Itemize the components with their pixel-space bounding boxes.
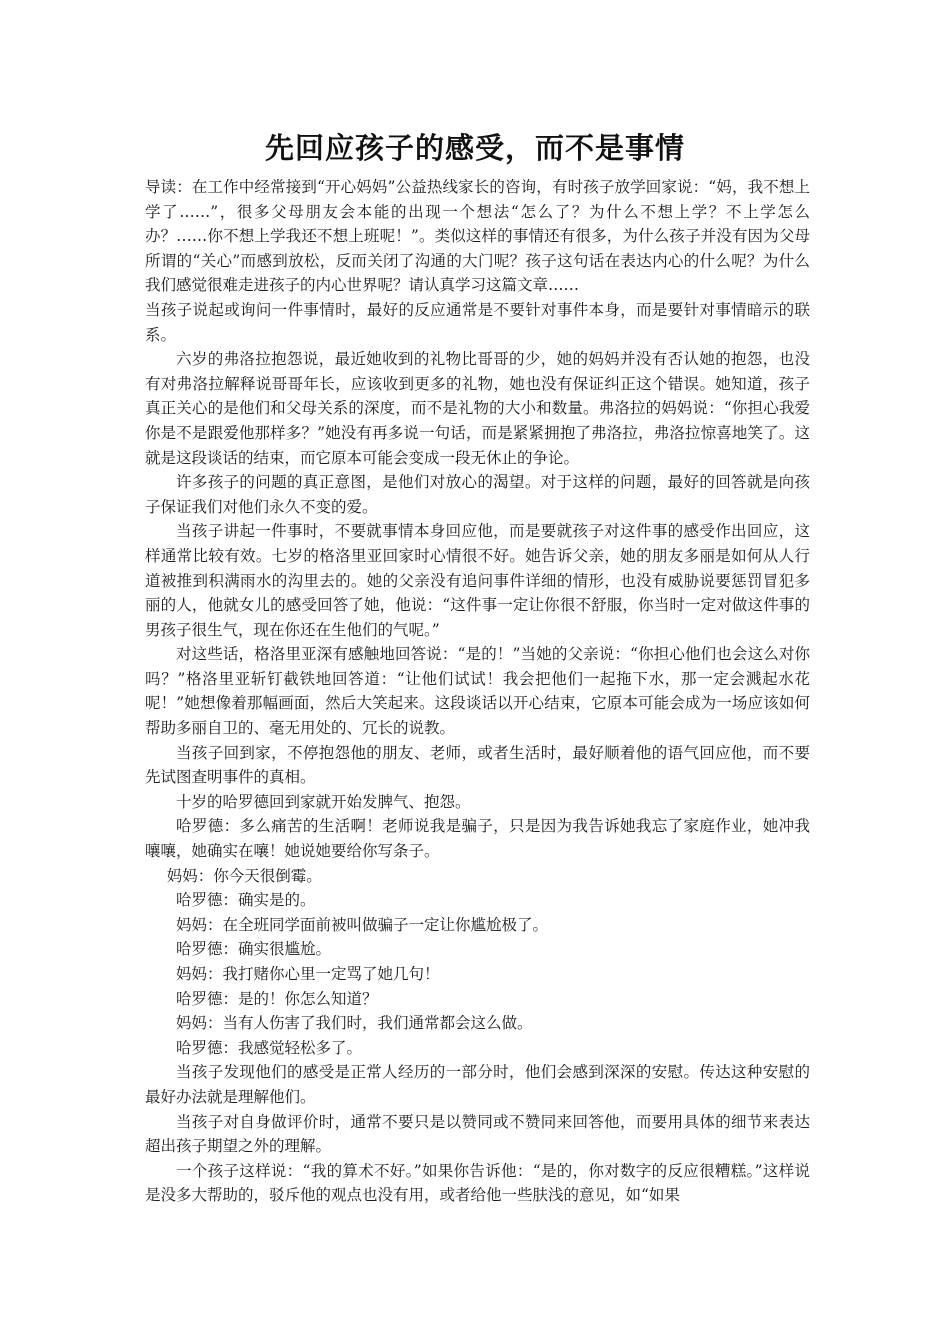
document-title: 先回应孩子的感受，而不是事情 <box>264 131 685 165</box>
intro-paragraph: 导读：在工作中经常接到“开心妈妈”公益热线家长的咨询，有时孩子放学回家说：“妈，我不想上学了……”，很多父母朋友会本能的出现一个想法“怎么了？为什么不想上学？不上学怎么办？……你不想上学我还不想上班呢！”。类似这样的事情还有很多，为什么孩子并没有因为父母所谓的“关心”而感到放松，反而关闭了沟通的大门呢？孩子这句话在表达内心的什么呢？为什么我们感觉很难走进孩子的内心世界呢？请认真学习这篇文章…… <box>145 178 810 295</box>
dialog-line: 妈妈：你今天很倒霉。 <box>166 866 322 885</box>
document-body <box>145 175 810 1208</box>
dialog-line: 妈妈：我打赌你心里一定骂了她几句！ <box>176 965 440 983</box>
paragraph-comfort: 当孩子发现他们的感受是正常人经历的一部分时，他们会感到深深的安慰。传达这种安慰的最好办法就是理解他们。 <box>145 1063 810 1106</box>
lead-paragraph: 当孩子说起或询问一件事情时，最好的反应通常是不要针对事件本身，而是要针对事情暗示的联系。 <box>145 300 810 344</box>
dialog-line: 哈罗德：确实很尴尬。 <box>176 940 332 959</box>
dialog-line: 哈罗德：是的！你怎么知道？ <box>176 989 378 1008</box>
paragraph-reassurance: 许多孩子的问题的真正意图，是他们对放心的渴望。对于这样的问题，最好的回答就是向孩子保证我们对他们永久不变的爱。 <box>145 473 810 516</box>
dialog-line: 妈妈：当有人伤害了我们时，我们通常都会这么做。 <box>176 1014 533 1033</box>
paragraph-flora: 六岁的弗洛拉抱怨说，最近她收到的礼物比哥哥的少，她的妈妈并没有否认她的抱怨，也没有对弗洛拉解释说哥哥年长，应该收到更多的礼物，她也没有保证纠正这个错误。她知道，孩子真正关心的是他们和父母关系的深度，而不是礼物的大小和数量。弗洛拉的妈妈说：“你担心我爱你是不是跟爱他那样多？”她没有再多说一句话，而是紧紧拥抱了弗洛拉，弗洛拉惊喜地笑了。这就是这段谈话的结束，而它原本可能会变成一段无休止的争论。 <box>145 350 810 467</box>
dialog-line: 哈罗德：我感觉轻松多了。 <box>176 1038 363 1057</box>
dialog-line: 妈妈：在全班同学面前被叫做骗子一定让你尴尬极了。 <box>176 915 549 934</box>
paragraph-complaints: 当孩子回到家，不停抱怨他的朋友、老师，或者生活时，最好顺着他的语气回应他，而不要先试图查明事件的真相。 <box>145 743 810 787</box>
paragraph-harold-intro: 十岁的哈罗德回到家就开始发脾气、抱怨。 <box>176 792 471 811</box>
paragraph-self-evaluation: 当孩子对自身做评价时，通常不要只是以赞同或不赞同来回答他，而要用具体的细节来表达超出孩子期望之外的理解。 <box>145 1112 810 1156</box>
paragraph-math-example: 一个孩子这样说：“我的算术不好。”如果你告诉他：“是的，你对数字的反应很糟糕。”这样说是没多大帮助的，驳斥他的观点也没有用，或者给他一些肤浅的意见，如“如果 <box>145 1161 810 1205</box>
paragraph-harold-complaint: 哈罗德：多么痛苦的生活啊！老师说我是骗子，只是因为我告诉她我忘了家庭作业，她冲我嚷嚷，她确实在嚷！她说她要给你写条子。 <box>145 817 810 861</box>
paragraph-gloria: 当孩子讲起一件事时，不要就事情本身回应他，而是要就孩子对这件事的感受作出回应，这样通常比较有效。七岁的格洛里亚回家时心情很不好。她告诉父亲，她的朋友多丽是如何从人行道被推到积满雨水的沟里去的。她的父亲没有追问事件详细的情形，也没有威胁说要惩罚冒犯多丽的人，他就女儿的感受回答了她，他说：“这件事一定让你很不舒服，你当时一定对做这件事的男孩子很生气，现在你还在生他们的气呢。” <box>145 522 810 639</box>
paragraph-gloria-reply: 对这些话，格洛里亚深有感触地回答说：“是的！”当她的父亲说：“你担心他们也会这么对你吗？”格洛里亚斩钉截铁地回答道：“让他们试试！我会把他们一起拖下水，那一定会溅起水花呢！”她想像着那幅画面，然后大笑起来。这段谈话以开心结束，它原本可能会成为一场应该如何帮助多丽自卫的、毫无用处的、冗长的说教。 <box>145 645 810 738</box>
dialog-line: 哈罗德：确实是的。 <box>176 891 316 910</box>
